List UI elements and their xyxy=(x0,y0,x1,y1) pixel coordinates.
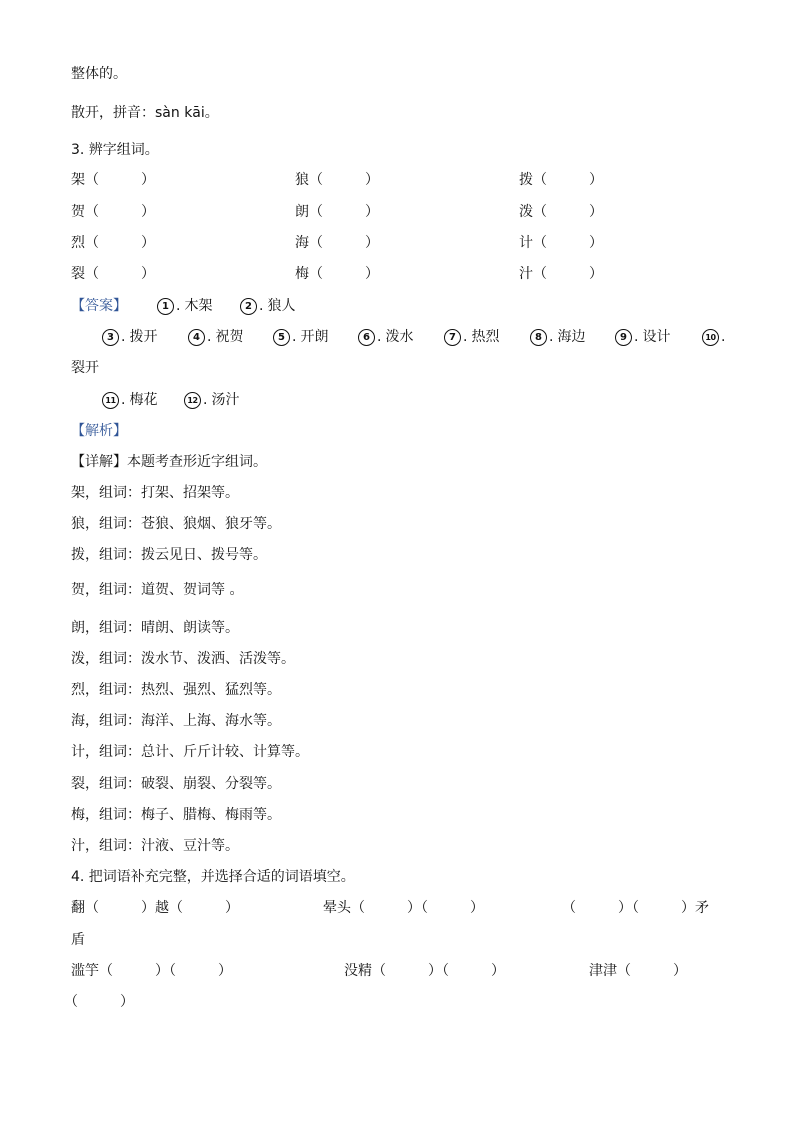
answer-wrap: 裂开 xyxy=(71,360,99,376)
answer-text: 祝贺 xyxy=(215,329,244,345)
answer-text: 梅花 xyxy=(129,392,158,408)
answer-item: 4 . 祝贺 xyxy=(188,327,243,347)
answer-item: 10 . xyxy=(702,327,725,347)
answer-text: 汤汁 xyxy=(211,392,240,408)
answer-item: 8 . 海边 xyxy=(530,327,585,347)
answer-text: 泼水 xyxy=(385,329,414,345)
circled-number: 2 xyxy=(240,298,257,315)
explanation-line: 架，组词：打架、招架等。 xyxy=(71,485,239,501)
answer-text: 狼人 xyxy=(267,298,296,314)
explanation-line: 泼，组词：泼水节、泼洒、活泼等。 xyxy=(71,651,295,667)
q3-cell: 海（ ） xyxy=(295,235,379,251)
answer-item: 5 . 开朗 xyxy=(273,327,328,347)
q3-cell: 泼（ ） xyxy=(519,204,603,220)
explanation-line: 拨，组词：拨云见日、拨号等。 xyxy=(71,547,267,563)
circled-number: 9 xyxy=(615,329,632,346)
q4-item: 晕头（ ）（ ） xyxy=(323,900,484,916)
answer-item: 9 . 设计 xyxy=(615,327,670,347)
explanation-line: 汁，组词：汁液、豆汁等。 xyxy=(71,838,239,854)
answer-item: 7 . 热烈 xyxy=(444,327,499,347)
circled-number: 8 xyxy=(530,329,547,346)
circled-number: 6 xyxy=(358,329,375,346)
answer-text: 拨开 xyxy=(129,329,158,345)
q3-cell: 拨（ ） xyxy=(519,172,603,188)
answer-label: 【答案】 xyxy=(71,298,127,314)
q4-item: 翻（ ）越（ ） xyxy=(71,900,239,916)
circled-number: 4 xyxy=(188,329,205,346)
q4-row2-wrap: （ ） xyxy=(64,994,134,1010)
q3-cell: 计（ ） xyxy=(519,235,603,251)
answer-text: 木架 xyxy=(184,298,213,314)
circled-number: 12 xyxy=(184,392,201,409)
explanation-line: 贺，组词：道贺、贺词等 。 xyxy=(71,582,244,598)
explanation-line: 梅，组词：梅子、腊梅、梅雨等。 xyxy=(71,807,281,823)
analysis-label: 【解析】 xyxy=(71,423,127,439)
circled-number: 5 xyxy=(273,329,290,346)
q3-cell: 汁（ ） xyxy=(519,266,603,282)
q4-item: （ ）（ ）矛 xyxy=(562,900,709,916)
explanation-line: 朗，组词：晴朗、朗读等。 xyxy=(71,620,239,636)
explanation-line: 裂，组词：破裂、崩裂、分裂等。 xyxy=(71,776,281,792)
q3-cell: 架（ ） xyxy=(71,172,155,188)
answer-text: 海边 xyxy=(557,329,586,345)
intro-line-2: 散开，拼音：sàn kāi。 xyxy=(71,105,219,121)
answer-item: 6 . 泼水 xyxy=(358,327,413,347)
circled-number: 11 xyxy=(102,392,119,409)
q4-item: 滥竽（ ）（ ） xyxy=(71,963,232,979)
circled-number: 1 xyxy=(157,298,174,315)
circled-number: 3 xyxy=(102,329,119,346)
intro-line-1: 整体的。 xyxy=(71,66,127,82)
q4-row1-wrap: 盾 xyxy=(71,932,85,948)
circled-number: 10 xyxy=(702,329,719,346)
q3-cell: 贺（ ） xyxy=(71,204,155,220)
explanation-line: 烈，组词：热烈、强烈、猛烈等。 xyxy=(71,682,281,698)
answer-text: 开朗 xyxy=(300,329,329,345)
circled-number: 7 xyxy=(444,329,461,346)
answer-item: 2 . 狼人 xyxy=(240,296,295,316)
q4-title: 4. 把词语补充完整，并选择合适的词语填空。 xyxy=(71,869,355,885)
q4-item: 没精（ ）（ ） xyxy=(344,963,505,979)
q3-cell: 狼（ ） xyxy=(295,172,379,188)
answer-text: 设计 xyxy=(642,329,671,345)
answer-item: 11 . 梅花 xyxy=(102,390,157,410)
q3-cell: 梅（ ） xyxy=(295,266,379,282)
answer-text: 热烈 xyxy=(471,329,500,345)
answer-item: 12 . 汤汁 xyxy=(184,390,239,410)
answer-item: 3 . 拨开 xyxy=(102,327,157,347)
detail-line: 【详解】本题考查形近字组词。 xyxy=(71,454,267,470)
explanation-line: 海，组词：海洋、上海、海水等。 xyxy=(71,713,281,729)
answer-item: 1 . 木架 xyxy=(157,296,212,316)
explanation-line: 计，组词：总计、斤斤计较、计算等。 xyxy=(71,744,309,760)
q3-title: 3. 辨字组词。 xyxy=(71,142,159,158)
q4-item: 津津（ ） xyxy=(589,963,687,979)
q3-cell: 烈（ ） xyxy=(71,235,155,251)
q3-cell: 裂（ ） xyxy=(71,266,155,282)
q3-cell: 朗（ ） xyxy=(295,204,379,220)
explanation-line: 狼，组词：苍狼、狼烟、狼牙等。 xyxy=(71,516,281,532)
